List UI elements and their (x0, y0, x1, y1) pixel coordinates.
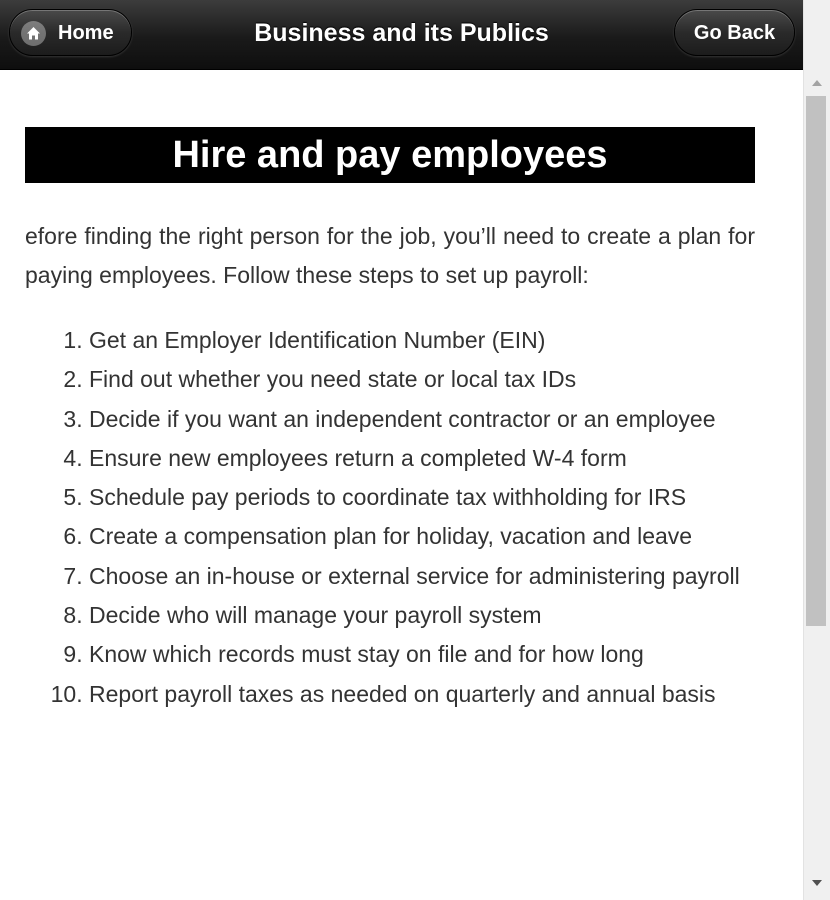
list-item: 4. Ensure new employees return a completed W-4 form (89, 439, 755, 478)
arrow-down-icon[interactable] (812, 880, 822, 886)
home-icon (21, 21, 46, 46)
list-item: 8. Decide who will manage your payroll system (89, 596, 755, 635)
main-content (25, 70, 755, 714)
home-button-label: Home (58, 22, 114, 44)
go-back-button-label: Go Back (693, 22, 776, 44)
list-item: 1. Get an Employer Identification Number (EIN) (89, 321, 755, 360)
go-back-button[interactable] (674, 9, 795, 56)
home-button[interactable] (9, 9, 132, 56)
list-item: 3. Decide if you want an independent contractor or an employee (89, 400, 755, 439)
list-item: 6. Create a compensation plan for holiday, vacation and leave (89, 517, 755, 556)
list-item: 9. Know which records must stay on file and for how long (89, 635, 755, 674)
header-bar (0, 0, 803, 70)
scrollbar-thumb[interactable] (806, 96, 826, 626)
list-item: 5. Schedule pay periods to coordinate tax withholding for IRS (89, 478, 755, 517)
list-item: 10. Report payroll taxes as needed on quarterly and annual basis (89, 675, 755, 714)
list-item: 2. Find out whether you need state or local tax IDs (89, 360, 755, 399)
list-item: 7. Choose an in-house or external service for administering payroll (89, 557, 755, 596)
vertical-scrollbar[interactable] (803, 0, 830, 900)
intro-paragraph: efore finding the right person for the job, you’ll need to create a plan for paying employees. Follow these steps to set up payroll: (25, 223, 755, 288)
payroll-steps-list (25, 321, 755, 714)
arrow-up-icon[interactable] (812, 80, 822, 86)
page-header-title: Business and its Publics (254, 19, 549, 47)
page-title: Hire and pay employees (25, 127, 755, 183)
